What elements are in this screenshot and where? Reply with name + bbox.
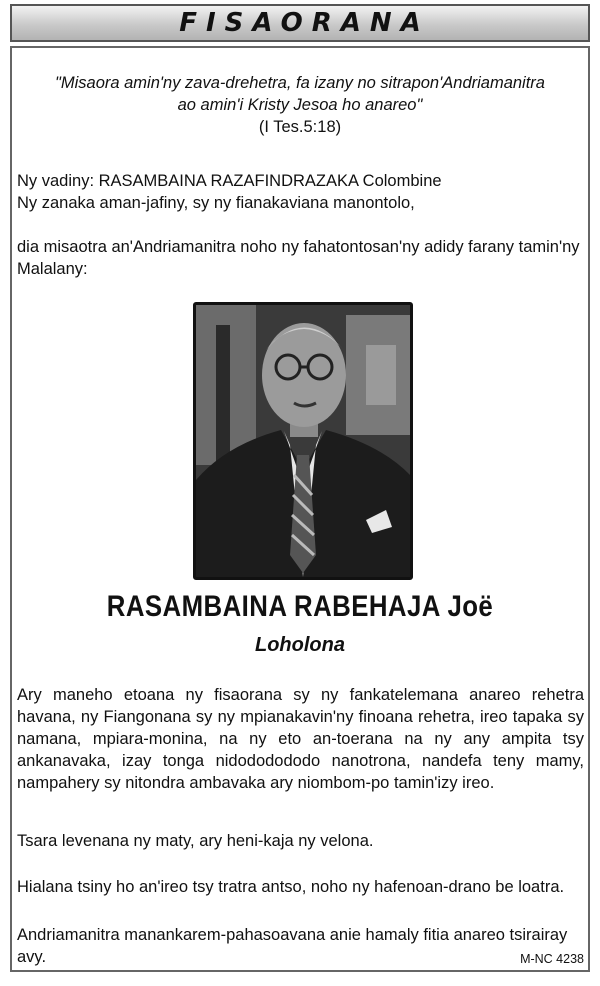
deceased-title: Loholona xyxy=(255,634,345,656)
family-spouse: Ny vadiny: RASAMBAINA RAZAFINDRAZAKA Colombine xyxy=(17,172,442,190)
reference-code: M-NC 4238 xyxy=(520,952,584,966)
body-paragraph-1: Ary maneho etoana ny fisaorana sy ny fankatelemana anareo rehetra havana, ny Fiangonana sy ny mpianakavin'ny finoana rehetra, ireo tapaka sy namana, mpiara-monina, na ny eto an-toerana na ny any ampita tsy ankanavaka, izay tonga nidododododo nanotrona, nandefa teny mamy, nampahery sy nitondra ambavaka ary niombom-po tamin'izy ireo. xyxy=(17,686,584,792)
deceased-name: RASAMBAINA RABEHAJA Joë xyxy=(106,590,494,623)
verse-line-1: "Misaora amin'ny zava-drehetra, fa izany no sitrapon'Andriamanitra xyxy=(55,74,545,92)
intro-text: dia misaotra an'Andriamanitra noho ny fahatontosan'ny adidy farany tamin'ny Malalany: xyxy=(17,238,580,278)
page-title: FISAORANA xyxy=(179,8,430,38)
bible-verse xyxy=(0,72,600,138)
verse-reference: (I Tes.5:18) xyxy=(258,118,342,136)
family-children: Ny zanaka aman-jafiny, sy ny fianakaviana manontolo, xyxy=(17,194,415,212)
portrait-photo xyxy=(193,302,413,580)
verse-line-2: ao amin'i Kristy Jesoa ho anareo" xyxy=(177,96,423,114)
header-banner xyxy=(10,4,590,42)
family-block xyxy=(17,170,584,214)
body-paragraph-4: Andriamanitra manankarem-pahasoavana anie hamaly fitia anareo tsirairay avy. xyxy=(17,926,568,966)
body-paragraph-3: Hialana tsiny ho an'ireo tsy tratra antso, noho ny hafenoan-drano be loatra. xyxy=(17,878,565,896)
body-paragraph-2: Tsara levenana ny maty, ary heni-kaja ny velona. xyxy=(17,832,374,850)
portrait-image xyxy=(196,305,410,577)
